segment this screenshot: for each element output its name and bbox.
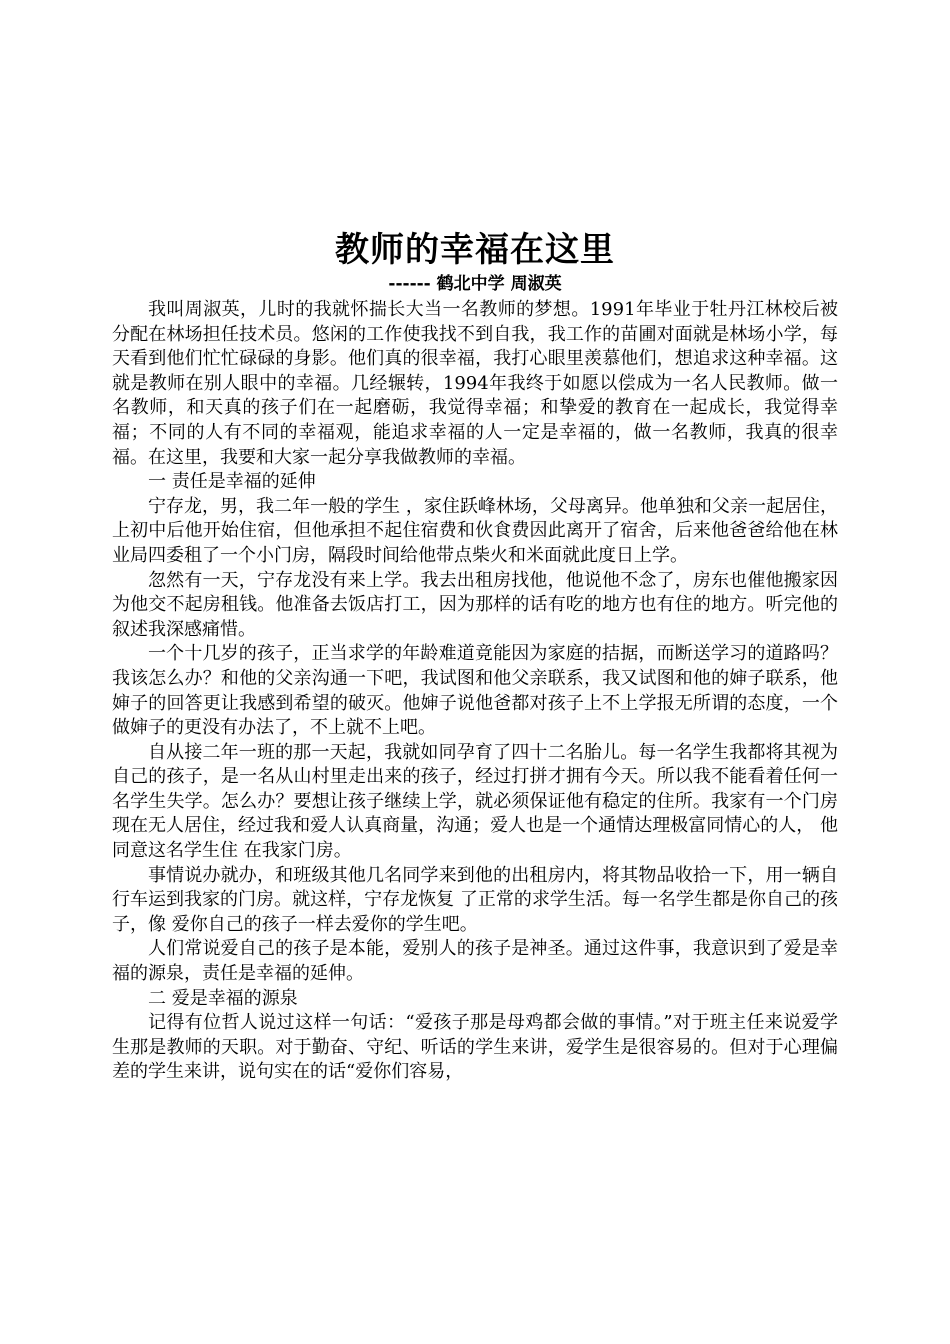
- section-heading-2: 二 爱是幸福的源泉: [148, 987, 298, 1009]
- paragraph-love: 记得有位哲人说过这样一句话：“爱孩子那是母鸡都会做的事情。”对于班主任来说爱学生那是教师的天职。对于勤奋、守纪、听话的学生来讲，爱学生是很容易的。但对于心理偏差的学生来讲，说句实在的话“爱你们容易，: [112, 1012, 838, 1083]
- paragraph-intro: 我叫周淑英，儿时的我就怀揣长大当一名教师的梦想。1991年毕业于牡丹江林校后被分配在林场担任技术员。悠闲的工作使我找不到自我，我工作的苗圃对面就是林场小学，每天看到他们忙忙碌碌的身影。他们真的很幸福，我打心眼里羡慕他们，想追求这种幸福。这就是教师在别人眼中的幸福。几经辗转，1994年我终于如愿以偿成为一名人民教师。做一名教师，和天真的孩子们在一起磨砺，我觉得幸福；和挚爱的教育在一起成长，我觉得幸福；不同的人有不同的幸福观，能追求幸福的人一定是幸福的，做一名教师，我真的很幸福。在这里，我要和大家一起分享我做教师的幸福。: [112, 299, 838, 468]
- document-author-line: ------ 鹤北中学 周淑英: [388, 274, 562, 294]
- paragraph-absence: 忽然有一天，宁存龙没有来上学。我去出租房找他，他说他不念了，房东也催他搬家因为他交不起房租钱。他准备去饭店打工，因为那样的话有吃的地方也有住的地方。听完他的叙述我深感痛惜。: [112, 569, 838, 640]
- section-heading-1: 一 责任是幸福的延伸: [148, 471, 316, 493]
- paragraph-conclusion: 人们常说爱自己的孩子是本能，爱别人的孩子是神圣。通过这件事，我意识到了爱是幸福的源泉，责任是幸福的延伸。: [112, 938, 838, 985]
- paragraph-decision: 自从接二年一班的那一天起，我就如同孕育了四十二名胎儿。每一名学生我都将其视为自己的孩子，是一名从山村里走出来的孩子，经过打拼才拥有今天。所以我不能看着任何一名学生失学。怎么办？要想让孩子继续上学，就必须保证他有稳定的住所。我家有一个门房现在无人居住，经过我和爱人认真商量，沟通；爱人也是一个通情达理极富同情心的人， 他同意这名学生住 在我家门房。: [112, 741, 838, 862]
- paragraph-reflection: 一个十几岁的孩子，正当求学的年龄难道竟能因为家庭的拮据，而断送学习的道路吗？我该怎么办？和他的父亲沟通一下吧，我试图和他父亲联系，我又试图和他的婶子联系，他婶子的回答更让我感到希望的破灭。他婶子说他爸都对孩子上不上学报无所谓的态度，一个做婶子的更没有办法了，不上就不上吧。: [112, 643, 838, 739]
- document-page: [112, 228, 838, 1085]
- paragraph-action: 事情说办就办，和班级其他几名同学来到他的出租房内，将其物品收拾一下，用一辆自行车运到我家的门房。就这样，宁存龙恢复 了正常的求学生活。每一名学生都是你自己的孩子，像 爱你自己的孩子一样去爱你的学生吧。: [112, 864, 838, 935]
- paragraph-student-background: 宁存龙，男，我二年一般的学生 ，家住跃峰林场，父母离异。他单独和父亲一起居住，上初中后他开始住宿，但他承担不起住宿费和伙食费因此离开了宿舍，后来他爸爸给他在林业局四委租了一个小门房，隔段时间给他带点柴火和米面就此度日上学。: [112, 495, 838, 566]
- document-title: 教师的幸福在这里: [335, 230, 615, 270]
